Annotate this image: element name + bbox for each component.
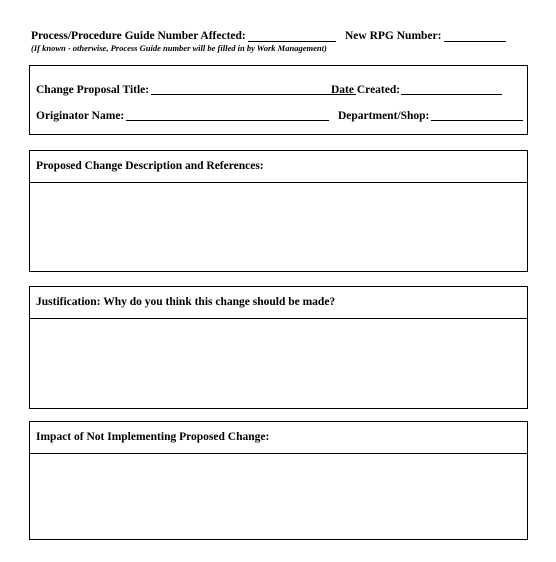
pgn-note: (If known - otherwise, Process Guide number will be filled in by Work Management) [31,43,327,53]
justification-label: Justification: Why do you think this change should be made? [36,296,336,308]
justification-section [29,286,528,409]
pgn-field[interactable] [248,41,336,42]
rpg-label: New RPG Number: [345,30,442,42]
description-section [29,150,528,272]
impact-label: Impact of Not Implementing Proposed Change: [36,431,270,443]
dept-field[interactable] [431,120,523,121]
date-field[interactable] [401,94,502,95]
justification-header [30,287,527,319]
impact-section [29,421,528,540]
dept-label: Department/Shop: [338,110,430,122]
rpg-field[interactable] [444,41,506,42]
title-label: Change Proposal Title: [36,84,150,96]
justification-input-area[interactable] [30,319,527,408]
proposal-info-box [29,65,528,135]
description-input-area[interactable] [30,183,527,271]
originator-field[interactable] [126,120,329,121]
description-header [30,151,527,183]
date-label: Date Created: [331,84,401,96]
title-field[interactable] [151,94,356,95]
pgn-label: Process/Procedure Guide Number Affected: [31,30,246,42]
impact-header [30,422,527,454]
impact-input-area[interactable] [30,454,527,539]
originator-label: Originator Name: [36,110,125,122]
description-label: Proposed Change Description and References: [36,160,264,172]
